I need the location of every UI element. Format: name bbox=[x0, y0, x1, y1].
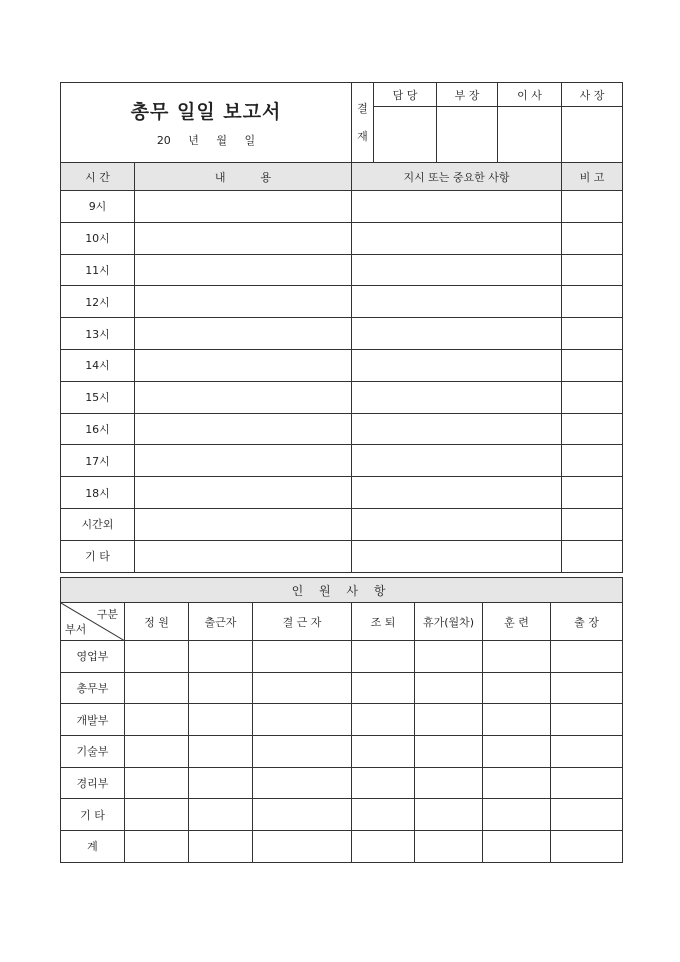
personnel-count-cell[interactable] bbox=[189, 767, 253, 799]
column-header-content: 내 용 bbox=[135, 163, 352, 191]
personnel-column-header: 정 원 bbox=[125, 603, 189, 641]
personnel-count-cell[interactable] bbox=[253, 672, 352, 704]
time-row bbox=[61, 349, 623, 381]
personnel-section-title: 인 원 사 항 bbox=[291, 583, 392, 598]
approval-label-top: 결 bbox=[357, 101, 368, 115]
personnel-count-cell[interactable] bbox=[483, 736, 551, 768]
remarks-cell[interactable] bbox=[562, 477, 623, 509]
remarks-cell[interactable] bbox=[562, 286, 623, 318]
department-label: 경리부 bbox=[61, 767, 125, 799]
personnel-count-cell[interactable] bbox=[125, 704, 189, 736]
personnel-count-cell[interactable] bbox=[551, 736, 623, 768]
personnel-count-cell[interactable] bbox=[352, 767, 415, 799]
remarks-cell[interactable] bbox=[562, 222, 623, 254]
department-label: 기술부 bbox=[61, 736, 125, 768]
personnel-count-cell[interactable] bbox=[352, 799, 415, 831]
personnel-count-cell[interactable] bbox=[253, 641, 352, 673]
personnel-count-cell[interactable] bbox=[352, 704, 415, 736]
personnel-count-cell[interactable] bbox=[253, 767, 352, 799]
time-label: 10시 bbox=[61, 222, 135, 254]
approver-president: 사 장 bbox=[562, 83, 623, 107]
department-label: 영업부 bbox=[61, 641, 125, 673]
department-row bbox=[61, 736, 623, 768]
personnel-count-cell[interactable] bbox=[483, 704, 551, 736]
time-label: 16시 bbox=[61, 413, 135, 445]
personnel-count-cell[interactable] bbox=[253, 704, 352, 736]
time-label: 17시 bbox=[61, 445, 135, 477]
time-row bbox=[61, 508, 623, 540]
department-row bbox=[61, 641, 623, 673]
time-label: 11시 bbox=[61, 254, 135, 286]
personnel-count-cell[interactable] bbox=[352, 641, 415, 673]
approver-director: 이 사 bbox=[498, 83, 562, 107]
instruction-cell[interactable] bbox=[352, 222, 562, 254]
content-cell[interactable] bbox=[135, 222, 352, 254]
time-label: 12시 bbox=[61, 286, 135, 318]
column-header-remarks: 비 고 bbox=[562, 163, 623, 191]
personnel-corner-cell bbox=[61, 603, 125, 641]
instruction-cell[interactable] bbox=[352, 540, 562, 572]
personnel-count-cell[interactable] bbox=[483, 672, 551, 704]
report-date-line: 20 년 월 일 bbox=[156, 134, 256, 147]
personnel-count-cell[interactable] bbox=[352, 831, 415, 863]
personnel-count-cell[interactable] bbox=[125, 672, 189, 704]
daily-report-table bbox=[60, 82, 623, 573]
personnel-count-cell[interactable] bbox=[551, 767, 623, 799]
personnel-count-cell[interactable] bbox=[483, 641, 551, 673]
personnel-count-cell[interactable] bbox=[189, 672, 253, 704]
personnel-count-cell[interactable] bbox=[352, 672, 415, 704]
personnel-table bbox=[60, 602, 623, 863]
personnel-column-header: 휴가(월차) bbox=[415, 603, 483, 641]
column-header-time: 시 간 bbox=[61, 163, 135, 191]
department-row bbox=[61, 704, 623, 736]
time-label: 18시 bbox=[61, 477, 135, 509]
instruction-cell[interactable] bbox=[352, 381, 562, 413]
instruction-cell[interactable] bbox=[352, 191, 562, 223]
personnel-count-cell[interactable] bbox=[551, 672, 623, 704]
instruction-cell[interactable] bbox=[352, 508, 562, 540]
time-row bbox=[61, 318, 623, 350]
remarks-cell[interactable] bbox=[562, 540, 623, 572]
personnel-count-cell[interactable] bbox=[189, 641, 253, 673]
personnel-count-cell[interactable] bbox=[551, 704, 623, 736]
instruction-cell[interactable] bbox=[352, 477, 562, 509]
content-cell[interactable] bbox=[135, 508, 352, 540]
instruction-cell[interactable] bbox=[352, 318, 562, 350]
department-row bbox=[61, 831, 623, 863]
department-label: 총무부 bbox=[61, 672, 125, 704]
personnel-section-title-bar bbox=[60, 577, 623, 603]
approver-manager: 부 장 bbox=[437, 83, 498, 107]
personnel-count-cell[interactable] bbox=[415, 672, 483, 704]
instruction-cell[interactable] bbox=[352, 254, 562, 286]
approval-label-bottom: 재 bbox=[357, 129, 368, 143]
signature-box-president[interactable] bbox=[562, 107, 623, 163]
content-cell[interactable] bbox=[135, 477, 352, 509]
time-row bbox=[61, 286, 623, 318]
personnel-count-cell[interactable] bbox=[189, 704, 253, 736]
personnel-count-cell[interactable] bbox=[483, 831, 551, 863]
department-row bbox=[61, 799, 623, 831]
instruction-cell[interactable] bbox=[352, 413, 562, 445]
time-label: 15시 bbox=[61, 381, 135, 413]
personnel-header-row bbox=[61, 603, 623, 641]
personnel-count-cell[interactable] bbox=[125, 641, 189, 673]
remarks-cell[interactable] bbox=[562, 445, 623, 477]
content-cell[interactable] bbox=[135, 540, 352, 572]
remarks-cell[interactable] bbox=[562, 318, 623, 350]
content-cell[interactable] bbox=[135, 445, 352, 477]
approval-label bbox=[352, 83, 374, 163]
approver-staff: 담 당 bbox=[374, 83, 437, 107]
personnel-count-cell[interactable] bbox=[253, 831, 352, 863]
content-cell[interactable] bbox=[135, 286, 352, 318]
personnel-count-cell[interactable] bbox=[125, 767, 189, 799]
personnel-count-cell[interactable] bbox=[253, 799, 352, 831]
instruction-cell[interactable] bbox=[352, 445, 562, 477]
personnel-count-cell[interactable] bbox=[415, 831, 483, 863]
department-label: 계 bbox=[61, 831, 125, 863]
time-row bbox=[61, 540, 623, 572]
signature-box-director[interactable] bbox=[498, 107, 562, 163]
content-cell[interactable] bbox=[135, 413, 352, 445]
personnel-count-cell[interactable] bbox=[415, 704, 483, 736]
personnel-count-cell[interactable] bbox=[253, 736, 352, 768]
remarks-cell[interactable] bbox=[562, 254, 623, 286]
time-label: 13시 bbox=[61, 318, 135, 350]
report-header-cell bbox=[61, 83, 352, 163]
time-row bbox=[61, 477, 623, 509]
remarks-cell[interactable] bbox=[562, 413, 623, 445]
time-row bbox=[61, 413, 623, 445]
personnel-count-cell[interactable] bbox=[125, 736, 189, 768]
personnel-count-cell[interactable] bbox=[189, 831, 253, 863]
personnel-count-cell[interactable] bbox=[189, 799, 253, 831]
time-row bbox=[61, 381, 623, 413]
personnel-count-cell[interactable] bbox=[415, 736, 483, 768]
personnel-count-cell[interactable] bbox=[551, 799, 623, 831]
personnel-count-cell[interactable] bbox=[415, 641, 483, 673]
content-cell[interactable] bbox=[135, 254, 352, 286]
time-row bbox=[61, 222, 623, 254]
department-label: 기 타 bbox=[61, 799, 125, 831]
time-label: 기 타 bbox=[61, 540, 135, 572]
department-row bbox=[61, 672, 623, 704]
personnel-count-cell[interactable] bbox=[483, 767, 551, 799]
remarks-cell[interactable] bbox=[562, 381, 623, 413]
personnel-column-header: 결 근 자 bbox=[253, 603, 352, 641]
time-row bbox=[61, 254, 623, 286]
content-cell[interactable] bbox=[135, 191, 352, 223]
remarks-cell[interactable] bbox=[562, 349, 623, 381]
department-row bbox=[61, 767, 623, 799]
content-cell[interactable] bbox=[135, 381, 352, 413]
personnel-column-header: 출근자 bbox=[189, 603, 253, 641]
personnel-count-cell[interactable] bbox=[415, 767, 483, 799]
instruction-cell[interactable] bbox=[352, 286, 562, 318]
time-row bbox=[61, 191, 623, 223]
personnel-count-cell[interactable] bbox=[125, 799, 189, 831]
signature-box-manager[interactable] bbox=[437, 107, 498, 163]
corner-department-label: 부서 bbox=[65, 623, 87, 636]
personnel-count-cell[interactable] bbox=[415, 799, 483, 831]
remarks-cell[interactable] bbox=[562, 191, 623, 223]
personnel-count-cell[interactable] bbox=[483, 799, 551, 831]
corner-category-label: 구분 bbox=[96, 608, 118, 621]
time-label: 14시 bbox=[61, 349, 135, 381]
time-row bbox=[61, 445, 623, 477]
content-cell[interactable] bbox=[135, 318, 352, 350]
remarks-cell[interactable] bbox=[562, 508, 623, 540]
personnel-count-cell[interactable] bbox=[551, 831, 623, 863]
content-cell[interactable] bbox=[135, 349, 352, 381]
signature-box-staff[interactable] bbox=[374, 107, 437, 163]
personnel-column-header: 출 장 bbox=[551, 603, 623, 641]
department-label: 개발부 bbox=[61, 704, 125, 736]
personnel-count-cell[interactable] bbox=[125, 831, 189, 863]
personnel-count-cell[interactable] bbox=[352, 736, 415, 768]
instruction-cell[interactable] bbox=[352, 349, 562, 381]
column-header-instruction: 지시 또는 중요한 사항 bbox=[352, 163, 562, 191]
time-label: 9시 bbox=[61, 191, 135, 223]
personnel-column-header: 훈 련 bbox=[483, 603, 551, 641]
report-title: 총무 일일 보고서 bbox=[130, 101, 282, 123]
personnel-count-cell[interactable] bbox=[189, 736, 253, 768]
personnel-column-header: 조 퇴 bbox=[352, 603, 415, 641]
time-label: 시간외 bbox=[61, 508, 135, 540]
personnel-count-cell[interactable] bbox=[551, 641, 623, 673]
